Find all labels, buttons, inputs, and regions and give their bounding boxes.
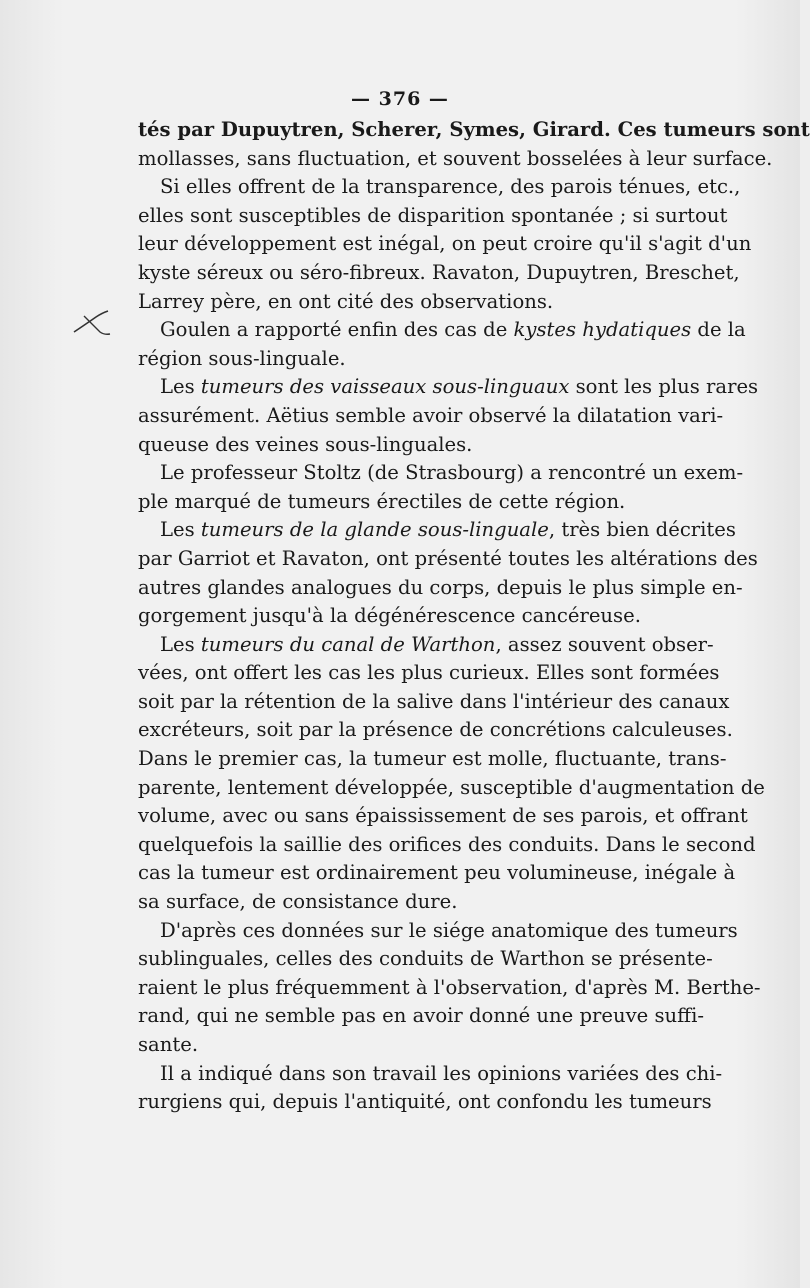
margin-pen-mark — [70, 308, 114, 338]
text-line: vées, ont offert les cas les plus curieux. Elles sont formées — [138, 661, 720, 685]
page-number: — 376 — — [351, 88, 449, 110]
text-line: rand, qui ne semble pas en avoir donné une preuve suffi- — [138, 1004, 704, 1028]
italic-term: kystes hydatiques — [513, 318, 692, 342]
text-line — [138, 373, 759, 402]
text-segment: de la — [691, 318, 746, 342]
text-segment: Les — [160, 518, 201, 542]
text-line: volume, avec ou sans épaississement de ses parois, et offrant — [138, 804, 748, 828]
text-segment: , assez souvent obser- — [495, 632, 714, 656]
text-line: excréteurs, soit par la présence de concrétions calculeuses. — [138, 718, 733, 742]
text-line: cas la tumeur est ordinairement peu volumineuse, inégale à — [138, 861, 736, 885]
text-line — [138, 516, 736, 545]
body-text — [138, 116, 810, 1117]
text-line: quelquefois la saillie des orifices des conduits. Dans le second — [138, 832, 756, 856]
text-line: Dans le premier cas, la tumeur est molle, fluctuante, trans- — [138, 747, 727, 771]
text-line: tés par Dupuytren, Scherer, Symes, Girard. Ces tumeurs sont — [138, 118, 810, 141]
text-line: leur développement est inégal, on peut croire qu'il s'agit d'un — [138, 232, 752, 256]
text-line — [138, 631, 714, 660]
text-line — [138, 316, 746, 345]
text-line: D'après ces données sur le siége anatomique des tumeurs — [160, 918, 738, 942]
text-line: sa surface, de consistance dure. — [138, 890, 458, 914]
text-line: elles sont susceptibles de disparition spontanée ; si surtout — [138, 203, 728, 227]
text-line: queuse des veines sous-linguales. — [138, 432, 473, 456]
text-segment: Les — [160, 632, 201, 656]
text-line: Il a indiqué dans son travail les opinions variées des chi- — [160, 1061, 723, 1085]
text-line: sublinguales, celles des conduits de Warthon se présente- — [138, 947, 713, 971]
text-line: Si elles offrent de la transparence, des parois ténues, etc., — [160, 175, 741, 199]
italic-term: tumeurs des vaisseaux sous-linguaux — [200, 375, 570, 399]
text-line: gorgement jusqu'à la dégénérescence cancéreuse. — [138, 604, 641, 628]
text-line: raient le plus fréquemment à l'observation, d'après M. Berthe- — [138, 975, 761, 999]
text-line: soit par la rétention de la salive dans l'intérieur des canaux — [138, 689, 730, 713]
text-line: sante. — [138, 1033, 199, 1056]
italic-term: tumeurs de la glande sous-linguale — [200, 518, 549, 542]
text-segment: sont les plus rares — [569, 375, 759, 399]
text-line: mollasses, sans fluctuation, et souvent bosselées à leur surface. — [138, 146, 773, 170]
text-line: rurgiens qui, depuis l'antiquité, ont confondu les tumeurs — [138, 1090, 712, 1114]
text-segment: Les — [160, 375, 201, 399]
text-segment: , très bien décrites — [548, 518, 736, 542]
text-line: région sous-linguale. — [138, 346, 346, 370]
text-line: autres glandes analogues du corps, depuis le plus simple en- — [138, 575, 743, 599]
text-line: kyste séreux ou séro-fibreux. Ravaton, Dupuytren, Breschet, — [138, 260, 740, 284]
text-line: assurément. Aëtius semble avoir observé la dilatation vari- — [138, 403, 724, 427]
italic-term: tumeurs du canal de Warthon — [200, 632, 496, 656]
text-line: par Garriot et Ravaton, ont présenté toutes les altérations des — [138, 546, 758, 570]
text-line: Le professeur Stoltz (de Strasbourg) a rencontré un exem- — [160, 461, 744, 485]
text-segment: Goulen a rapporté enfin des cas de — [160, 318, 514, 342]
text-line: parente, lentement développée, susceptible d'augmentation de — [138, 775, 765, 799]
text-line: ple marqué de tumeurs érectiles de cette région. — [138, 489, 626, 513]
text-line: Larrey père, en ont cité des observations. — [138, 289, 554, 313]
